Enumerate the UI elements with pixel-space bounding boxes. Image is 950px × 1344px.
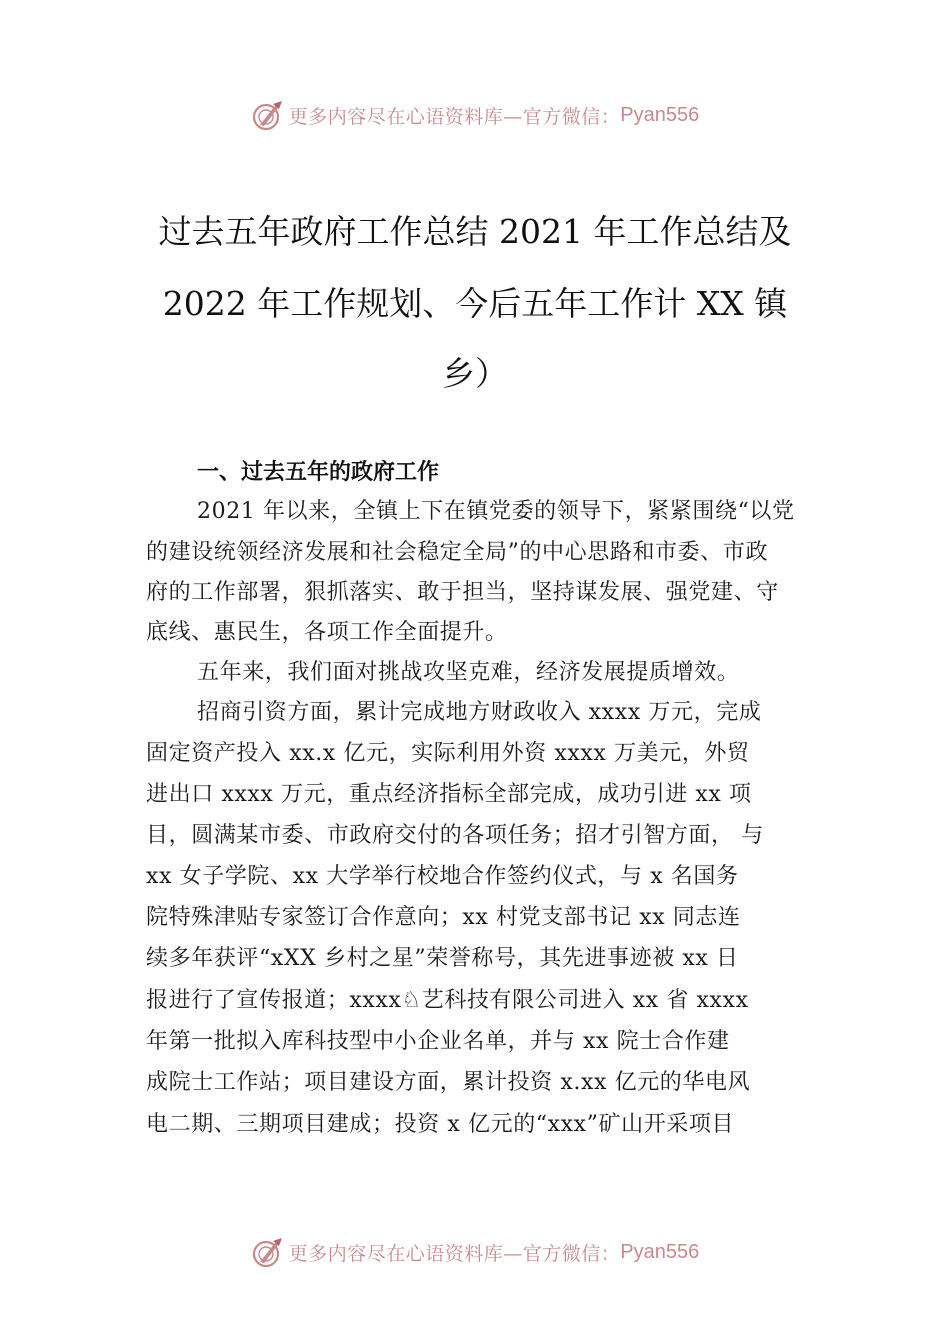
document-title-line-3: 乡）: [442, 354, 508, 393]
document-title-line-1: 过去五年政府工作总结 2021 年工作总结及: [158, 212, 792, 251]
body-line: 电二期、三期项目建成；投资 x 亿元的“xxx”矿山开采项目: [146, 1112, 735, 1137]
watermark-text: 更多内容尽在心语资料库—官方微信：: [288, 105, 621, 128]
body-line: 续多年获评“xXX 乡村之星”荣誉称号，其先进事迹被 xx 日: [146, 946, 739, 971]
section-heading: 一、过去五年的政府工作: [197, 460, 440, 485]
body-line: 招商引资方面，累计完成地方财政收入 xxxx 万元，完成: [197, 700, 762, 725]
wechat-id: Pyan556: [620, 103, 700, 126]
document-title-line-2: 2022 年工作规划、今后五年工作计 XX 镇: [162, 284, 788, 323]
body-line: 报进行了宣传报道；xxxx♘艺科技有限公司进入 xx 省 xxxx: [146, 988, 749, 1013]
wechat-id: Pyan556: [620, 1240, 700, 1263]
body-line: 2021 年以来，全镇上下在镇党委的领导下，紧紧围绕“以党: [197, 499, 795, 524]
body-line: 进出口 xxxx 万元，重点经济指标全部完成，成功引进 xx 项: [146, 782, 752, 807]
body-line: 院特殊津贴专家签订合作意向；xx 村党支部书记 xx 同志连: [146, 905, 741, 930]
body-line: 固定资产投入 xx.x 亿元，实际利用外资 xxxx 万美元，外贸: [146, 741, 750, 766]
body-line: 目，圆满某市委、市政府交付的各项任务；招才引智方面， 与: [146, 823, 764, 848]
watermark-header: [0, 95, 950, 135]
body-line: 年第一批拟入库科技型中小企业名单，并与 xx 院士合作建: [146, 1029, 730, 1054]
body-line: 底线、惠民生，各项工作全面提升。: [146, 620, 508, 645]
watermark-text: 更多内容尽在心语资料库—官方微信：: [288, 1242, 621, 1265]
body-line: 成院士工作站；项目建设方面，累计投资 x.xx 亿元的华电风: [146, 1070, 751, 1095]
body-line: 的建设统领经济发展和社会稳定全局”的中心思路和市委、市政: [146, 540, 769, 565]
quill-logo-icon: [251, 1235, 285, 1269]
watermark-footer: [0, 1232, 950, 1272]
body-line: 府的工作部署，狠抓落实、敢于担当，坚持谋发展、强党建、守: [146, 580, 779, 605]
body-line: 五年来，我们面对挑战攻坚克难，经济发展提质增效。: [197, 660, 740, 685]
body-line: xx 女子学院、xx 大学举行校地合作签约仪式，与 x 名国务: [146, 864, 739, 889]
quill-logo-icon: [251, 98, 285, 132]
